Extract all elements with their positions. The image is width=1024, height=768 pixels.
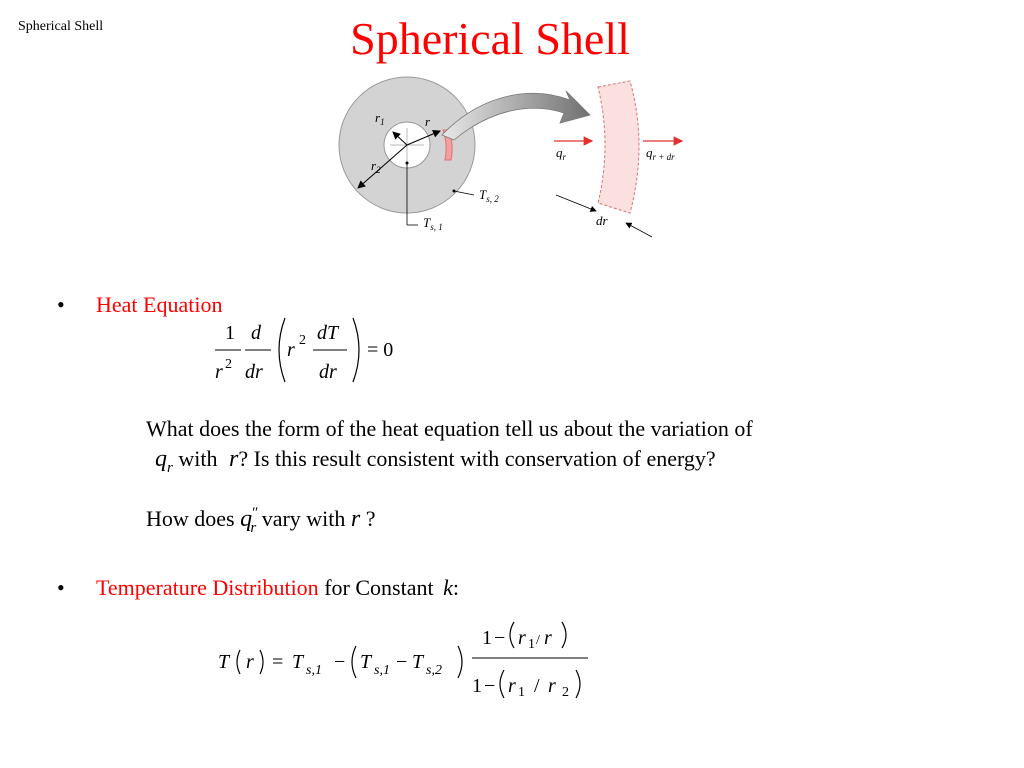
svg-text:r: r	[215, 361, 223, 383]
svg-text:s,1: s,1	[306, 663, 322, 678]
svg-text:1: 1	[225, 322, 235, 344]
svg-text:2: 2	[299, 333, 306, 348]
enlarged-element	[598, 81, 639, 213]
temperature-distribution-formula	[210, 618, 600, 708]
question-2: How does $q''_r$ vary with r ?	[146, 505, 376, 536]
svg-text:2: 2	[562, 685, 569, 700]
svg-text:T: T	[292, 651, 304, 673]
bullet-marker: •	[57, 292, 65, 317]
temp-dist-heading: Temperature Distribution for Constant k:	[96, 575, 459, 600]
svg-text:s,2: s,2	[426, 663, 442, 678]
svg-text:=: =	[272, 651, 284, 673]
heat-equation-formula	[205, 312, 415, 388]
svg-text:r: r	[548, 675, 556, 697]
svg-text:Ts, 1: $T_{s, 1}$	[423, 215, 443, 232]
spherical-shell-figure	[330, 75, 700, 245]
question-1-line-1: What does the form of the heat equation tell us about the variation of	[146, 416, 753, 441]
svg-text:T: T	[360, 651, 372, 673]
svg-text:r: r	[544, 627, 552, 649]
svg-text:Ts, 2: $T_{s, 2}$	[479, 187, 499, 204]
slide-title: Spherical Shell	[350, 13, 630, 64]
svg-text:dr: dr	[319, 361, 337, 383]
svg-text:s,1: s,1	[374, 663, 390, 678]
svg-text:/: /	[536, 633, 540, 648]
bullet-marker: •	[57, 575, 65, 600]
bullet-heat-equation	[57, 292, 65, 318]
svg-text:1: 1	[518, 685, 525, 700]
svg-text:1: 1	[528, 637, 535, 652]
heat-equation-heading: Heat Equation	[96, 292, 223, 317]
svg-text:r: r	[246, 651, 254, 673]
svg-text:dr: dr	[596, 213, 608, 228]
svg-text:= 0: = 0	[367, 339, 394, 361]
bullet-temp-dist	[57, 575, 65, 601]
svg-text:d: d	[251, 322, 261, 344]
svg-text:r: r	[287, 339, 295, 361]
svg-text:r: r	[425, 114, 431, 129]
svg-text:/: /	[534, 675, 540, 697]
svg-text:qr: $q_r$	[556, 145, 567, 162]
svg-text:−: −	[484, 675, 496, 697]
svg-text:r: r	[508, 675, 516, 697]
svg-text:−: −	[396, 651, 408, 673]
svg-text:dr: dr	[245, 361, 263, 383]
svg-text:1: 1	[472, 675, 482, 697]
question-1-line-2: $q_r$ with r? Is this result consistent with conservation of energy?	[155, 446, 716, 476]
corner-label: Spherical Shell	[18, 19, 104, 34]
svg-text:r: r	[518, 627, 526, 649]
svg-text:r2: $r_2$	[371, 158, 381, 175]
svg-text:−: −	[334, 651, 346, 673]
svg-text:dT: dT	[317, 322, 339, 344]
svg-text:2: 2	[225, 357, 232, 372]
svg-text:T: T	[412, 651, 424, 673]
svg-text:1: 1	[482, 627, 492, 649]
svg-text:qr + dr: $q_{r + dr}$	[646, 145, 675, 162]
svg-text:r1: $r_1$	[375, 110, 385, 127]
svg-text:T: T	[218, 651, 230, 673]
svg-text:−: −	[494, 627, 506, 649]
